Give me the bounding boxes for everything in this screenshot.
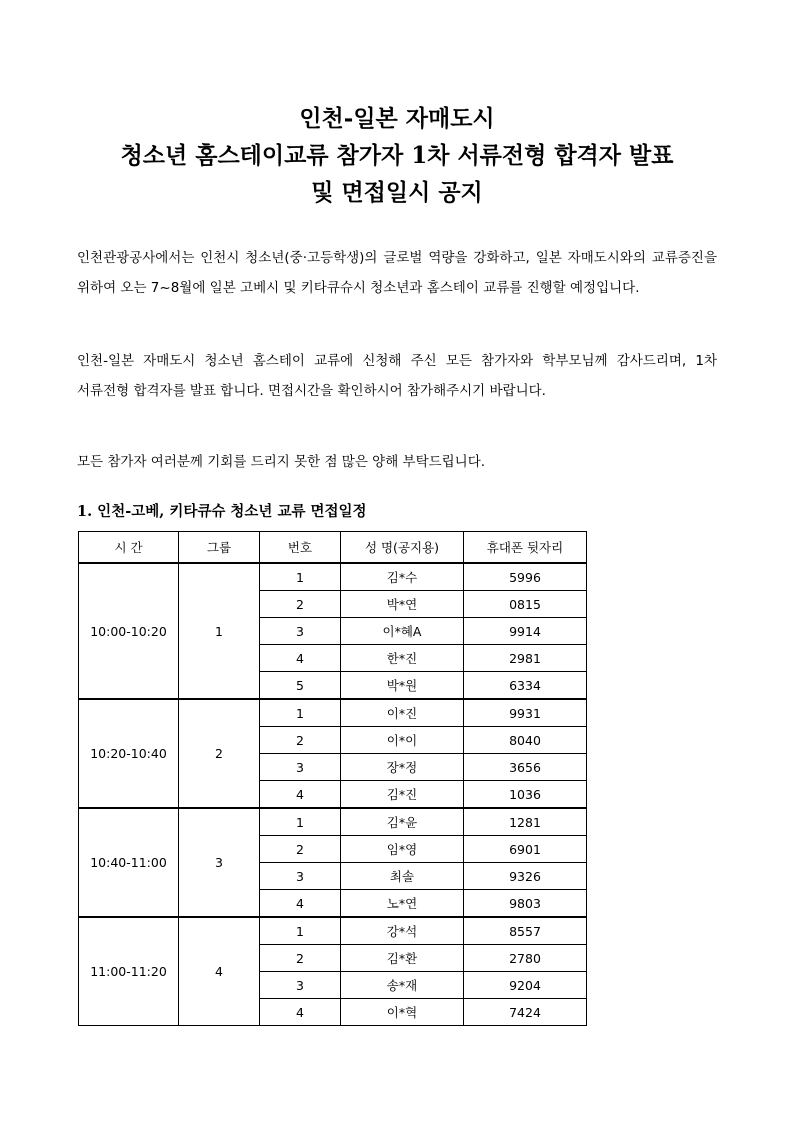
name-cell: 박*연 [341, 591, 464, 618]
name-cell: 노*연 [341, 890, 464, 918]
name-cell: 장*정 [341, 754, 464, 781]
name-cell: 이*이 [341, 727, 464, 754]
title-line-2: 청소년 홈스테이교류 참가자 1차 서류전형 합격자 발표 [120, 142, 674, 169]
number-cell: 4 [260, 781, 341, 809]
phone-cell: 6901 [464, 836, 587, 863]
intro-paragraph: 인천관광공사에서는 인천시 청소년(중·고등학생)의 글로벌 역량을 강화하고, 일본 자매도시와의 교류증진을 위하여 오는 7~8월에 일본 고베시 및 키타큐슈시 청소년과 홈스테이 교류를 진행할 예정입니다. [77, 250, 717, 296]
phone-cell: 1281 [464, 808, 587, 836]
phone-cell: 2780 [464, 945, 587, 972]
phone-cell: 9326 [464, 863, 587, 890]
header-number: 번호 [260, 532, 341, 564]
header-group: 그룹 [179, 532, 260, 564]
name-cell: 임*영 [341, 836, 464, 863]
name-cell: 김*수 [341, 563, 464, 591]
header-phone: 휴대폰 뒷자리 [464, 532, 587, 564]
group-cell: 3 [179, 808, 260, 917]
interview-schedule-table [78, 531, 587, 1026]
name-cell: 송*재 [341, 972, 464, 999]
table-row [79, 917, 587, 945]
table-header-row [79, 532, 587, 564]
table-row [79, 563, 587, 591]
phone-cell: 9803 [464, 890, 587, 918]
number-cell: 4 [260, 645, 341, 672]
time-slot-cell: 11:00-11:20 [79, 917, 179, 1026]
phone-cell: 3656 [464, 754, 587, 781]
phone-cell: 6334 [464, 672, 587, 700]
number-cell: 1 [260, 917, 341, 945]
section-heading: 1. 인천-고베, 키타큐슈 청소년 교류 면접일정 [77, 503, 367, 520]
apology-paragraph: 모든 참가자 여러분께 기회를 드리지 못한 점 많은 양해 부탁드립니다. [77, 454, 486, 470]
title-line-1: 인천-일본 자매도시 [299, 105, 495, 132]
table-body [79, 563, 587, 1026]
phone-cell: 8557 [464, 917, 587, 945]
phone-cell: 9204 [464, 972, 587, 999]
number-cell: 2 [260, 836, 341, 863]
number-cell: 1 [260, 808, 341, 836]
time-slot-cell: 10:20-10:40 [79, 699, 179, 808]
name-cell: 이*혁 [341, 999, 464, 1026]
number-cell: 3 [260, 863, 341, 890]
phone-cell: 8040 [464, 727, 587, 754]
number-cell: 3 [260, 618, 341, 645]
group-cell: 4 [179, 917, 260, 1026]
group-cell: 1 [179, 563, 260, 699]
phone-cell: 5996 [464, 563, 587, 591]
name-cell: 한*진 [341, 645, 464, 672]
table-row [79, 808, 587, 836]
title-line-3: 및 면접일시 공지 [311, 179, 483, 206]
name-cell: 이*진 [341, 699, 464, 727]
name-cell: 김*환 [341, 945, 464, 972]
number-cell: 4 [260, 890, 341, 918]
phone-cell: 1036 [464, 781, 587, 809]
number-cell: 3 [260, 972, 341, 999]
name-cell: 김*진 [341, 781, 464, 809]
number-cell: 5 [260, 672, 341, 700]
number-cell: 2 [260, 591, 341, 618]
group-cell: 2 [179, 699, 260, 808]
number-cell: 2 [260, 945, 341, 972]
time-slot-cell: 10:40-11:00 [79, 808, 179, 917]
phone-cell: 0815 [464, 591, 587, 618]
table-row [79, 699, 587, 727]
header-time: 시 간 [79, 532, 179, 564]
name-cell: 강*석 [341, 917, 464, 945]
number-cell: 4 [260, 999, 341, 1026]
document-title [0, 100, 794, 211]
name-cell: 최솔 [341, 863, 464, 890]
name-cell: 박*원 [341, 672, 464, 700]
number-cell: 2 [260, 727, 341, 754]
time-slot-cell: 10:00-10:20 [79, 563, 179, 699]
header-name: 성 명(공지용) [341, 532, 464, 564]
name-cell: 김*윤 [341, 808, 464, 836]
phone-cell: 9914 [464, 618, 587, 645]
thanks-paragraph: 인천-일본 자매도시 청소년 홈스테이 교류에 신청해 주신 모든 참가자와 학부모님께 감사드리며, 1차 서류전형 합격자를 발표 합니다. 면접시간을 확인하시어 참가해주시기 바랍니다. [77, 353, 717, 399]
number-cell: 1 [260, 699, 341, 727]
number-cell: 1 [260, 563, 341, 591]
phone-cell: 7424 [464, 999, 587, 1026]
number-cell: 3 [260, 754, 341, 781]
phone-cell: 2981 [464, 645, 587, 672]
phone-cell: 9931 [464, 699, 587, 727]
name-cell: 이*혜A [341, 618, 464, 645]
